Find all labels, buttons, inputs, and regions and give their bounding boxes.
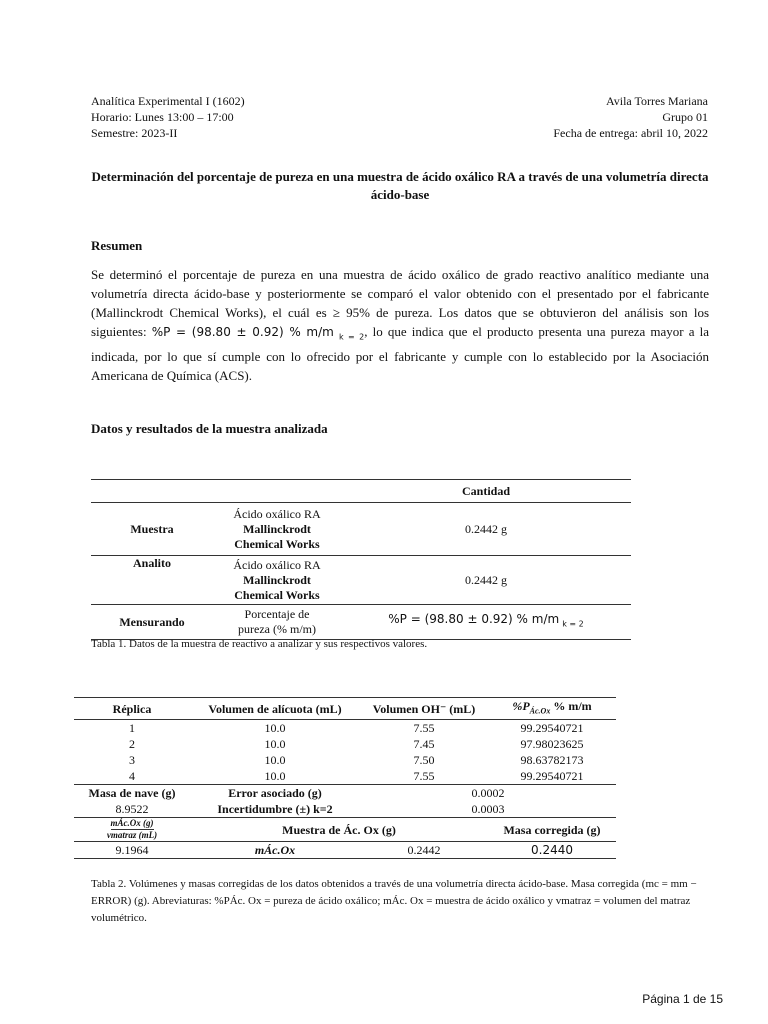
cell-pureza: 97.98023625 <box>520 737 584 752</box>
error-label: Error asociado (g) <box>190 785 360 802</box>
cell-oh: 7.50 <box>413 753 435 768</box>
table-header-row <box>74 698 616 720</box>
schedule: Horario: Lunes 13:00 – 17:00 <box>91 110 234 124</box>
row-label: Muestra <box>91 503 213 556</box>
mass-ratio-label <box>74 818 190 842</box>
muestra-label: Muestra de Ác. Ox (g) <box>190 818 488 842</box>
cell-replica: 2 <box>129 737 135 752</box>
row-description <box>213 503 341 556</box>
pureza-symbol: %P <box>512 699 530 713</box>
cell-oh: 7.55 <box>413 721 435 736</box>
cell-replica: 1 <box>129 721 135 736</box>
header-left <box>91 93 245 141</box>
description-line: Ácido oxálico RA <box>233 557 321 572</box>
mensurando-sub: k = 2 <box>562 619 584 629</box>
cell-alicuota: 10.0 <box>264 721 286 736</box>
mensurando-formula: %P = (98.80 ± 0.92) % m/m <box>388 612 560 627</box>
corregida-label: Masa corregida (g) <box>488 818 616 842</box>
table-row <box>74 785 616 802</box>
table-row <box>74 720 616 737</box>
cell-alicuota: 10.0 <box>264 769 286 784</box>
cell-pureza: 99.29540721 <box>520 721 584 736</box>
masa-nave-label: Masa de nave (g) <box>74 785 190 802</box>
description-line: Chemical Works <box>234 536 320 551</box>
resumen-heading: Resumen <box>91 238 143 253</box>
column-header-alicuota: Volumen de alícuota (mL) <box>190 698 360 720</box>
cell-replica: 3 <box>129 753 135 768</box>
cell-pureza: 98.63782173 <box>520 753 584 768</box>
incertidumbre-label: Incertidumbre (±) k=2 <box>190 801 360 818</box>
delivery-date: Fecha de entrega: abril 10, 2022 <box>553 126 708 140</box>
table-row <box>91 556 631 605</box>
description-line: Mallinckrodt <box>243 521 311 536</box>
description-line: Chemical Works <box>234 587 320 602</box>
table2-caption: Tabla 2. Volúmenes y masas corregidas de los datos obtenidos a través de una volumetría directa ácido-base. Masa corregida (mc = mm − ERROR) (g). Abreviaturas: %PÁc. Ox = pureza de ácido oxálico; mÁc. Ox = muestra de ácido oxálico y vmatraz = volumen del matraz volumétrico. <box>91 878 697 924</box>
incertidumbre-value: 0.0003 <box>360 801 616 818</box>
table-row <box>74 842 616 859</box>
header-right <box>553 93 708 141</box>
row-value: 0.2442 g <box>341 503 631 556</box>
document-title: Determinación del porcentaje de pureza en una muestra de ácido oxálico RA a través de una volumetría directa ácido-base <box>91 169 709 202</box>
description-line: pureza (% m/m) <box>238 622 316 636</box>
pureza-sub: Ác.Ox <box>529 706 551 716</box>
cell-alicuota: 10.0 <box>264 737 286 752</box>
row-description <box>213 556 341 605</box>
row-value <box>341 605 631 640</box>
cell-alicuota: 10.0 <box>264 753 286 768</box>
error-value: 0.0002 <box>360 785 616 802</box>
table-row <box>74 768 616 785</box>
table-row <box>91 503 631 556</box>
table-row <box>74 818 616 842</box>
cell-replica: 4 <box>129 769 135 784</box>
muestra-value: 0.2442 <box>360 842 488 859</box>
table-row <box>74 801 616 818</box>
datos-heading: Datos y resultados de la muestra analizada <box>91 421 328 436</box>
resumen-text-2: , lo que indica que el producto presenta una pureza mayor a la indicada, por lo que sí cumple con lo ofrecido por el fabricante y cumple con lo establecido por la Asociación Americana de Química (ACS). <box>91 324 710 383</box>
table1-caption: Tabla 1. Datos de la muestra de reactivo a analizar y sus respectivos valores. <box>91 638 428 650</box>
titration-table <box>74 697 616 859</box>
semester: Semestre: 2023-II <box>91 126 178 140</box>
table-header-row <box>91 480 631 503</box>
page-number: Página 1 de 15 <box>642 992 723 1006</box>
description-line: Mallinckrodt <box>243 572 311 587</box>
cell-pureza: 99.29540721 <box>520 769 584 784</box>
course-name: Analítica Experimental I (1602) <box>91 94 245 108</box>
row-label: Analito <box>91 556 213 605</box>
resumen-paragraph <box>91 265 709 385</box>
table-row <box>74 752 616 768</box>
mass-ratio-value: 9.1964 <box>74 842 190 859</box>
mass-symbol: mÁc.Ox <box>190 842 360 859</box>
column-header-cantidad: Cantidad <box>341 480 631 503</box>
resumen-formula: %P = (98.80 ± 0.92) % m/m <box>151 325 334 339</box>
cell-oh: 7.45 <box>413 737 435 752</box>
column-header-pureza <box>488 698 616 720</box>
column-header-replica: Réplica <box>74 698 190 720</box>
column-header-oh: Volumen OH⁻ (mL) <box>360 698 488 720</box>
row-value: 0.2442 g <box>341 556 631 605</box>
row-description <box>213 605 341 640</box>
resumen-text-1: Se determinó el porcentaje de pureza en una muestra de ácido oxálico de grado reactivo analítico mediante una volumetría directa ácido-base y posteriormente se comparó el valor obtenido con el presentado por el fabricante (Mallinckrodt Chemical Works), el cuál es ≥ 95% de pureza. Los datos que se obtuvieron del análisis son los siguientes: <box>91 267 709 339</box>
author-name: Avila Torres Mariana <box>605 94 708 108</box>
resumen-formula-sub: k = 2 <box>338 332 365 342</box>
sample-data-table <box>91 479 631 640</box>
ratio-numerator: mÁc.Ox (g) <box>110 818 154 829</box>
description-line: Porcentaje de <box>244 607 310 621</box>
description-line: Ácido oxálico RA <box>233 506 321 521</box>
corregida-value: 0.2440 <box>488 842 616 859</box>
row-label: Mensurando <box>91 605 213 640</box>
masa-nave-value: 8.9522 <box>74 801 190 818</box>
table-row <box>74 736 616 752</box>
pureza-unit: % m/m <box>550 699 592 713</box>
table-row <box>91 605 631 640</box>
cell-oh: 7.55 <box>413 769 435 784</box>
ratio-denominator: vmatraz (mL) <box>106 830 158 841</box>
group: Grupo 01 <box>662 110 708 124</box>
